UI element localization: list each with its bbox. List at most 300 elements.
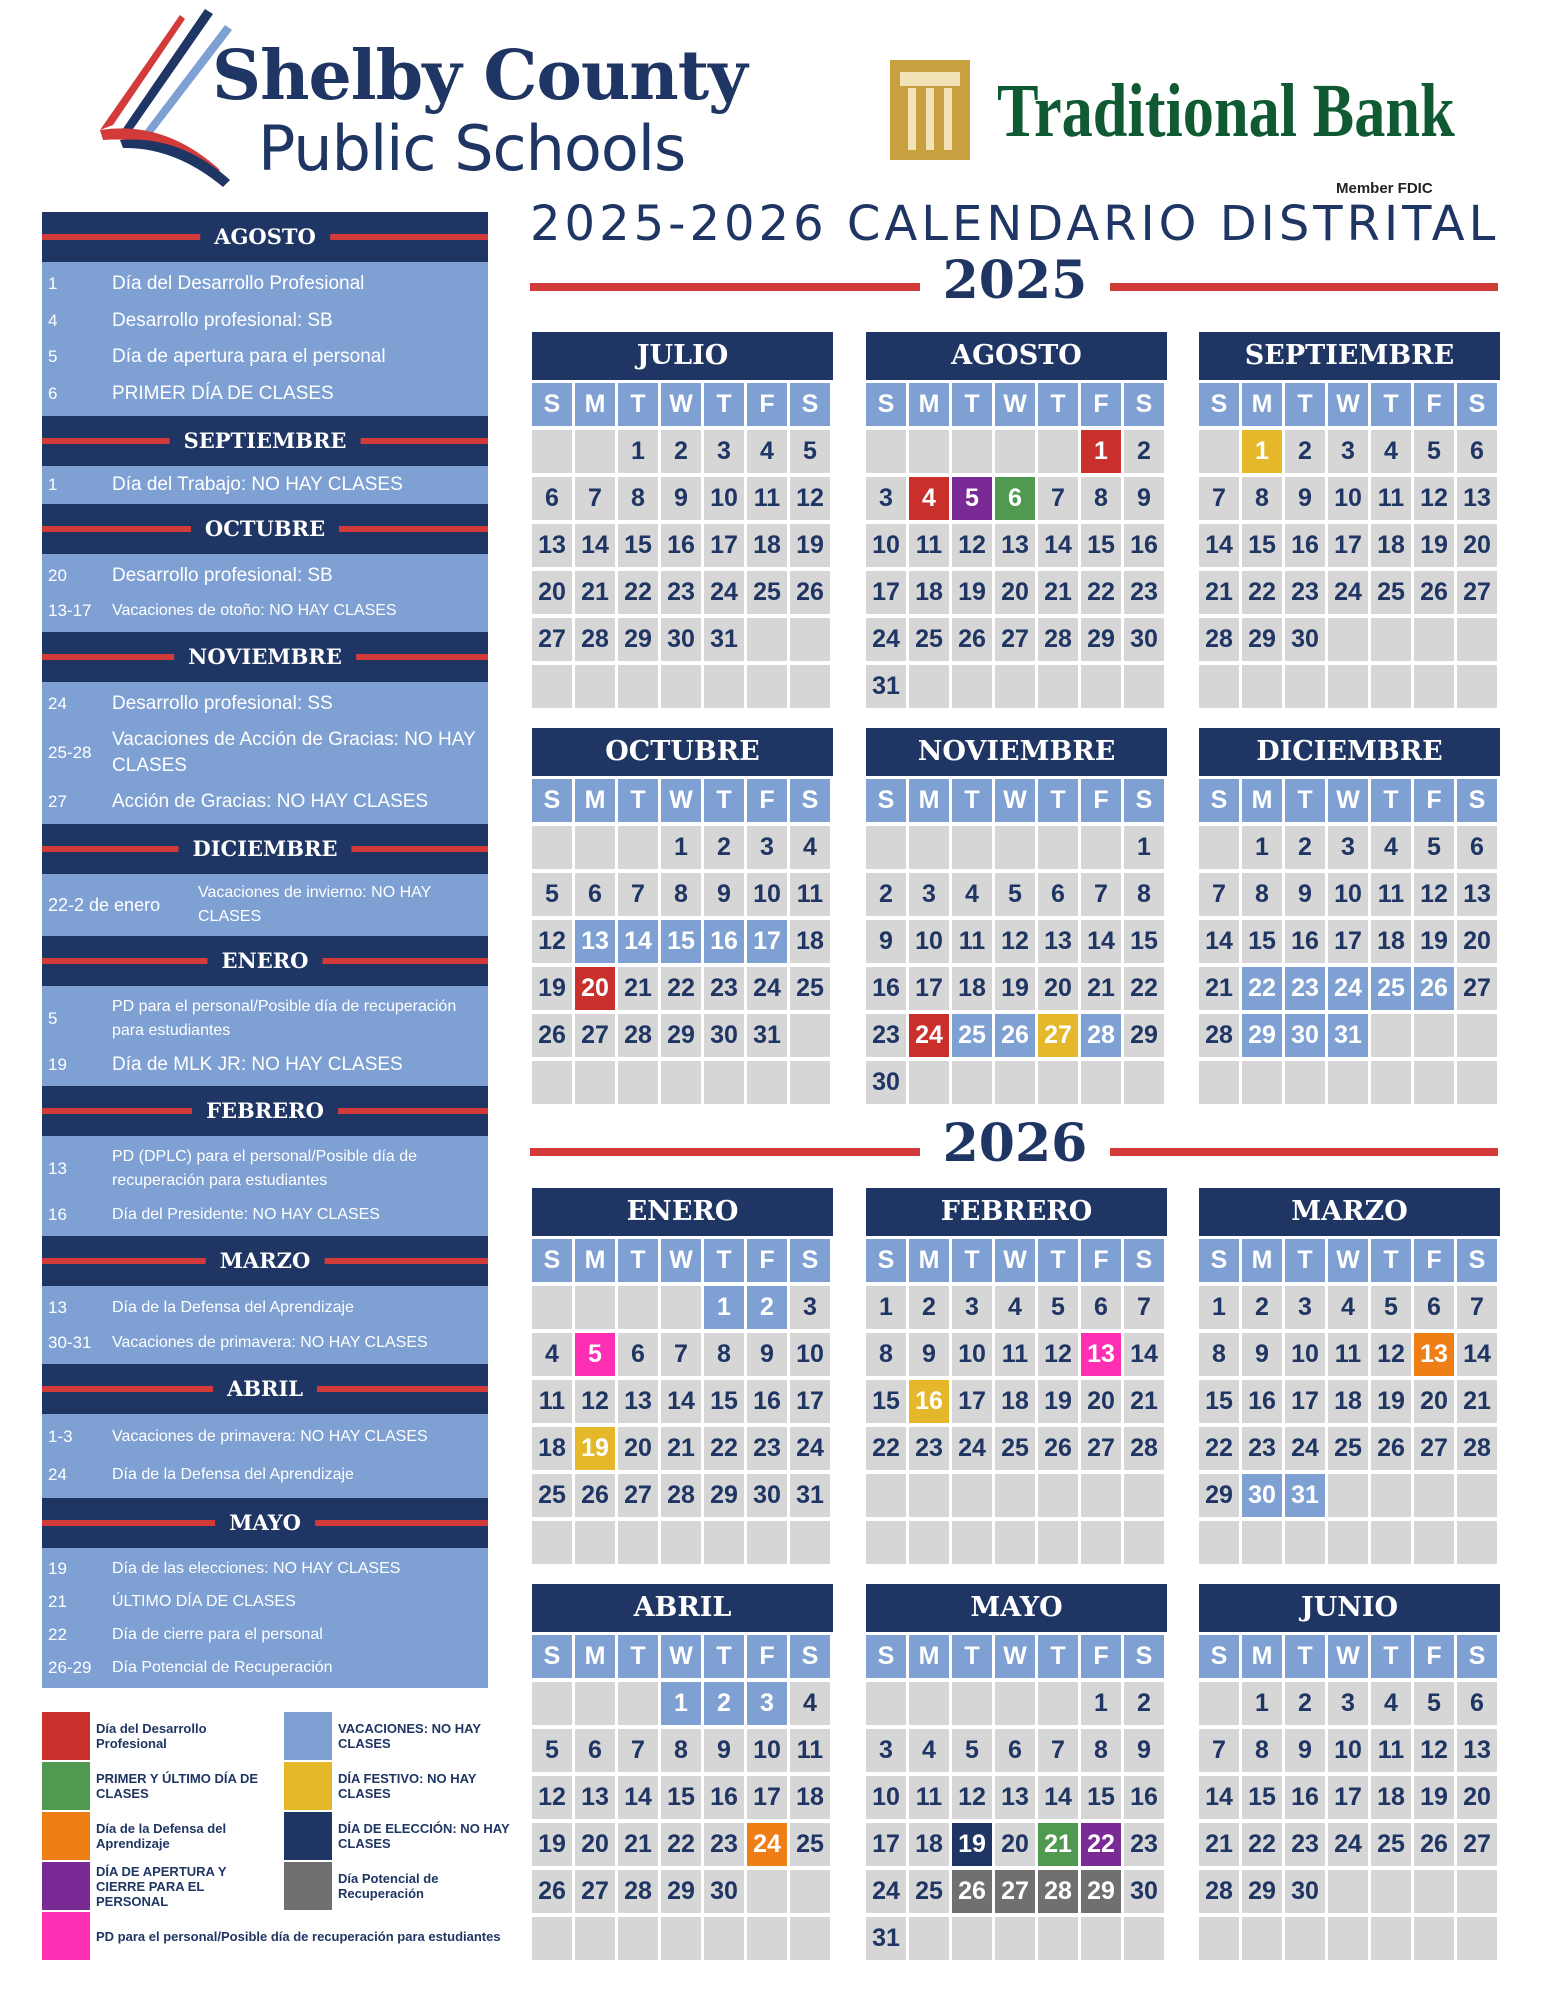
day-cell: 20 <box>1038 967 1078 1010</box>
day-cell: 2 <box>1285 1682 1325 1725</box>
day-cell: 8 <box>618 477 658 520</box>
event-text: Día de la Defensa del Aprendizaje <box>112 1298 354 1316</box>
empty-cell <box>790 1521 830 1564</box>
day-cell: 25 <box>747 571 787 614</box>
day-cell: 18 <box>909 1823 949 1866</box>
day-cell: 11 <box>1371 477 1411 520</box>
empty-cell <box>1081 1521 1121 1564</box>
empty-cell <box>1371 1014 1411 1057</box>
empty-cell <box>952 1061 992 1104</box>
day-cell: 2 <box>661 430 701 473</box>
empty-cell <box>1124 1917 1164 1960</box>
day-cell: 21 <box>1199 1823 1239 1866</box>
day-cell: 6 <box>575 873 615 916</box>
weekday-header: S <box>866 1239 906 1282</box>
empty-cell <box>747 1917 787 1960</box>
event-item <box>42 1656 488 1680</box>
empty-cell <box>1038 1521 1078 1564</box>
event-date: 1 <box>48 475 58 494</box>
day-cell: 20 <box>995 1823 1035 1866</box>
day-cell: 15 <box>1242 524 1282 567</box>
legend-item <box>42 1812 272 1860</box>
event-item <box>42 1052 488 1078</box>
year-divider-left <box>530 283 920 291</box>
empty-cell <box>532 1061 572 1104</box>
day-cell: 5 <box>1038 1286 1078 1329</box>
event-date: 19 <box>48 1054 67 1074</box>
day-cell: 28 <box>1124 1427 1164 1470</box>
legend-label: PRIMER Y ÚLTIMO DÍA DE CLASES <box>96 1771 259 1801</box>
legend-swatch <box>42 1812 90 1860</box>
weekday-header: T <box>1371 779 1411 822</box>
day-cell: 29 <box>1242 618 1282 661</box>
day-cell: 2 <box>1285 826 1325 869</box>
weekday-header: T <box>704 779 744 822</box>
day-cell: 2 <box>1124 430 1164 473</box>
event-list <box>42 986 488 1086</box>
weekday-header: S <box>866 383 906 426</box>
event-text: Día de la Defensa del Aprendizaje <box>112 1466 354 1483</box>
empty-cell <box>1038 1061 1078 1104</box>
day-cell: 1 <box>704 1286 744 1329</box>
weekday-header: M <box>909 1239 949 1282</box>
weekday-header: S <box>1124 383 1164 426</box>
day-cell: 26 <box>790 571 830 614</box>
day-cell: 14 <box>1081 920 1121 963</box>
day-cell: 17 <box>1328 524 1368 567</box>
day-cell: 7 <box>1124 1286 1164 1329</box>
empty-cell <box>1038 430 1078 473</box>
empty-cell <box>952 826 992 869</box>
day-cell: 6 <box>1038 873 1078 916</box>
day-cell: 27 <box>995 618 1035 661</box>
day-cell: 10 <box>1328 1729 1368 1772</box>
empty-cell <box>995 1061 1035 1104</box>
event-list <box>42 262 488 416</box>
month-grid <box>866 1239 1167 1564</box>
weekday-header: T <box>1371 383 1411 426</box>
event-item <box>42 789 488 815</box>
year-2026-label: 2026 <box>942 1113 1088 1174</box>
empty-cell <box>1285 665 1325 708</box>
weekday-header: S <box>790 1635 830 1678</box>
month-title: MARZO <box>1199 1188 1500 1236</box>
day-cell: 17 <box>952 1380 992 1423</box>
day-cell: 2 <box>1242 1286 1282 1329</box>
month-calendar <box>1199 1584 1500 1960</box>
legend-item <box>284 1812 514 1860</box>
month-title: JUNIO <box>1199 1584 1500 1632</box>
event-text: Día de apertura para el personal <box>112 346 386 368</box>
empty-cell <box>661 665 701 708</box>
day-cell: 23 <box>661 571 701 614</box>
event-date: 22 <box>48 1624 67 1644</box>
weekday-header: M <box>1242 1635 1282 1678</box>
day-cell: 21 <box>618 1823 658 1866</box>
day-cell: 22 <box>1242 1823 1282 1866</box>
day-cell: 10 <box>1285 1333 1325 1376</box>
day-cell: 6 <box>995 1729 1035 1772</box>
event-item <box>42 1145 488 1193</box>
legend-item <box>284 1712 514 1760</box>
empty-cell <box>1199 826 1239 869</box>
day-cell: 15 <box>1242 1776 1282 1819</box>
day-cell: 27 <box>1414 1427 1454 1470</box>
month-calendar <box>532 728 833 1104</box>
empty-cell <box>1081 826 1121 869</box>
event-list <box>42 554 488 632</box>
day-cell: 18 <box>790 1776 830 1819</box>
event-item <box>42 344 488 370</box>
empty-cell <box>575 430 615 473</box>
empty-cell <box>1457 1061 1497 1104</box>
event-month-label: ENERO <box>208 944 323 978</box>
weekday-header: T <box>952 1635 992 1678</box>
day-cell: 4 <box>952 873 992 916</box>
weekday-header: W <box>661 779 701 822</box>
day-cell: 26 <box>575 1474 615 1517</box>
day-cell: 17 <box>909 967 949 1010</box>
day-cell: 12 <box>995 920 1035 963</box>
day-cell: 9 <box>1124 477 1164 520</box>
day-cell: 17 <box>866 571 906 614</box>
event-item <box>42 727 488 779</box>
empty-cell <box>747 1521 787 1564</box>
legend-swatch <box>284 1812 332 1860</box>
day-cell: 16 <box>747 1380 787 1423</box>
event-list <box>42 1548 488 1688</box>
empty-cell <box>995 826 1035 869</box>
day-cell: 14 <box>1038 524 1078 567</box>
empty-cell <box>1371 665 1411 708</box>
empty-cell <box>1371 1521 1411 1564</box>
empty-cell <box>1242 665 1282 708</box>
day-cell: 3 <box>747 1682 787 1725</box>
legend-label: VACACIONES: NO HAY CLASES <box>338 1721 481 1751</box>
day-cell: 19 <box>952 571 992 614</box>
day-cell: 21 <box>1457 1380 1497 1423</box>
day-cell: 22 <box>1242 967 1282 1010</box>
legend-swatch <box>42 1862 90 1910</box>
event-date: 21 <box>48 1591 67 1611</box>
day-cell: 20 <box>1457 920 1497 963</box>
weekday-header: M <box>575 1635 615 1678</box>
day-cell: 5 <box>1414 826 1454 869</box>
empty-cell <box>1038 826 1078 869</box>
event-date: 16 <box>48 1205 67 1224</box>
legend-swatch <box>284 1712 332 1760</box>
day-cell: 12 <box>1371 1333 1411 1376</box>
day-cell: 16 <box>704 920 744 963</box>
empty-cell <box>1285 1521 1325 1564</box>
day-cell: 10 <box>790 1333 830 1376</box>
day-cell: 22 <box>704 1427 744 1470</box>
day-cell: 25 <box>909 618 949 661</box>
weekday-header: S <box>1457 1239 1497 1282</box>
event-list <box>42 874 488 936</box>
day-cell: 2 <box>704 826 744 869</box>
weekday-header: W <box>1328 1635 1368 1678</box>
day-cell: 25 <box>952 1014 992 1057</box>
day-cell: 20 <box>1457 1776 1497 1819</box>
empty-cell <box>1328 1474 1368 1517</box>
empty-cell <box>1199 1061 1239 1104</box>
month-title: FEBRERO <box>866 1188 1167 1236</box>
empty-cell <box>1414 1061 1454 1104</box>
weekday-header: T <box>1371 1635 1411 1678</box>
day-cell: 20 <box>995 571 1035 614</box>
event-date: 6 <box>48 383 58 403</box>
weekday-header: M <box>909 1635 949 1678</box>
day-cell: 7 <box>1081 873 1121 916</box>
year-divider-right <box>1110 1148 1498 1156</box>
empty-cell <box>575 665 615 708</box>
day-cell: 19 <box>952 1823 992 1866</box>
empty-cell <box>1414 618 1454 661</box>
school-name-line1: Shelby County <box>212 36 747 116</box>
empty-cell <box>747 1061 787 1104</box>
empty-cell <box>866 430 906 473</box>
day-cell: 5 <box>1414 430 1454 473</box>
day-cell: 3 <box>952 1286 992 1329</box>
weekday-header: S <box>1457 779 1497 822</box>
day-cell: 16 <box>1242 1380 1282 1423</box>
day-cell: 6 <box>1457 1682 1497 1725</box>
weekday-header: S <box>532 383 572 426</box>
month-title: ENERO <box>532 1188 833 1236</box>
day-cell: 17 <box>747 1776 787 1819</box>
weekday-header: S <box>790 383 830 426</box>
day-cell: 9 <box>704 1729 744 1772</box>
day-cell: 6 <box>1457 826 1497 869</box>
empty-cell <box>747 1870 787 1913</box>
day-cell: 13 <box>1038 920 1078 963</box>
day-cell: 14 <box>1457 1333 1497 1376</box>
weekday-header: M <box>1242 1239 1282 1282</box>
weekday-header: F <box>1414 383 1454 426</box>
day-cell: 16 <box>1124 524 1164 567</box>
day-cell: 13 <box>1081 1333 1121 1376</box>
event-text: Vacaciones de invierno: NO HAY CLASES <box>198 884 432 925</box>
empty-cell <box>618 1521 658 1564</box>
weekday-header: S <box>532 1239 572 1282</box>
day-cell: 27 <box>1457 571 1497 614</box>
weekday-header: T <box>618 1239 658 1282</box>
weekday-header: W <box>661 1635 701 1678</box>
weekday-header: T <box>1285 383 1325 426</box>
month-grid <box>532 779 833 1104</box>
day-cell: 6 <box>1414 1286 1454 1329</box>
day-cell: 10 <box>866 524 906 567</box>
weekday-header: T <box>1038 779 1078 822</box>
day-cell: 14 <box>1199 524 1239 567</box>
day-cell: 23 <box>1124 1823 1164 1866</box>
day-cell: 28 <box>618 1870 658 1913</box>
empty-cell <box>575 1286 615 1329</box>
day-cell: 13 <box>532 524 572 567</box>
day-cell: 15 <box>618 524 658 567</box>
empty-cell <box>790 665 830 708</box>
day-cell: 4 <box>995 1286 1035 1329</box>
year-divider-left <box>530 1148 920 1156</box>
day-cell: 4 <box>1371 430 1411 473</box>
day-cell: 22 <box>661 1823 701 1866</box>
event-text: Día del Trabajo: NO HAY CLASES <box>112 474 403 495</box>
event-date: 13-17 <box>48 601 92 620</box>
day-cell: 15 <box>704 1380 744 1423</box>
day-cell: 4 <box>747 430 787 473</box>
empty-cell <box>661 1521 701 1564</box>
weekday-header: S <box>1199 383 1239 426</box>
day-cell: 1 <box>1081 1682 1121 1725</box>
day-cell: 22 <box>866 1427 906 1470</box>
empty-cell <box>1371 1917 1411 1960</box>
weekday-header: S <box>1199 1635 1239 1678</box>
event-month-header <box>42 632 488 682</box>
event-date: 25-28 <box>48 743 92 762</box>
day-cell: 29 <box>661 1014 701 1057</box>
day-cell: 7 <box>1199 477 1239 520</box>
legend-item <box>284 1862 514 1910</box>
day-cell: 10 <box>866 1776 906 1819</box>
event-month-header <box>42 936 488 986</box>
day-cell: 13 <box>995 1776 1035 1819</box>
legend <box>42 1712 522 1952</box>
month-title: MAYO <box>866 1584 1167 1632</box>
legend-item <box>42 1712 272 1760</box>
empty-cell <box>1328 1917 1368 1960</box>
day-cell: 25 <box>1328 1427 1368 1470</box>
empty-cell <box>1457 618 1497 661</box>
day-cell: 21 <box>1199 571 1239 614</box>
day-cell: 14 <box>1199 1776 1239 1819</box>
event-month-header <box>42 1364 488 1414</box>
day-cell: 4 <box>790 826 830 869</box>
day-cell: 23 <box>747 1427 787 1470</box>
weekday-header: F <box>1414 1635 1454 1678</box>
event-date: 19 <box>48 1558 67 1578</box>
day-cell: 8 <box>1081 477 1121 520</box>
day-cell: 3 <box>1285 1286 1325 1329</box>
empty-cell <box>1242 1917 1282 1960</box>
day-cell: 24 <box>1328 571 1368 614</box>
weekday-header: S <box>1124 1239 1164 1282</box>
month-calendar <box>866 332 1167 708</box>
day-cell: 26 <box>532 1014 572 1057</box>
day-cell: 27 <box>532 618 572 661</box>
empty-cell <box>1371 618 1411 661</box>
weekday-header: T <box>952 383 992 426</box>
day-cell: 30 <box>661 618 701 661</box>
day-cell: 31 <box>790 1474 830 1517</box>
event-month-label: NOVIEMBRE <box>174 640 356 674</box>
empty-cell <box>1081 1061 1121 1104</box>
weekday-header: T <box>1038 383 1078 426</box>
day-cell: 13 <box>575 1776 615 1819</box>
empty-cell <box>1242 1521 1282 1564</box>
month-grid <box>866 383 1167 708</box>
day-cell: 27 <box>1457 967 1497 1010</box>
event-text: ÚLTIMO DÍA DE CLASES <box>112 1592 296 1610</box>
empty-cell <box>1081 665 1121 708</box>
day-cell: 20 <box>618 1427 658 1470</box>
event-month-label: FEBRERO <box>192 1094 338 1128</box>
day-cell: 1 <box>1242 1682 1282 1725</box>
day-cell: 4 <box>790 1682 830 1725</box>
empty-cell <box>866 1521 906 1564</box>
day-cell: 26 <box>952 1870 992 1913</box>
event-date: 24 <box>48 694 67 713</box>
day-cell: 6 <box>575 1729 615 1772</box>
empty-cell <box>790 1917 830 1960</box>
weekday-header: W <box>1328 779 1368 822</box>
event-text: Desarrollo profesional: SS <box>112 693 333 714</box>
day-cell: 28 <box>1081 1014 1121 1057</box>
empty-cell <box>1328 1870 1368 1913</box>
event-month-label: OCTUBRE <box>191 512 339 546</box>
day-cell: 15 <box>1081 1776 1121 1819</box>
event-date: 5 <box>48 347 58 367</box>
empty-cell <box>532 665 572 708</box>
event-item <box>42 1331 488 1355</box>
event-item <box>42 599 488 623</box>
day-cell: 29 <box>1242 1014 1282 1057</box>
weekday-header: T <box>704 383 744 426</box>
month-title: SEPTIEMBRE <box>1199 332 1500 380</box>
day-cell: 29 <box>1199 1474 1239 1517</box>
day-cell: 26 <box>1371 1427 1411 1470</box>
day-cell: 6 <box>995 477 1035 520</box>
weekday-header: F <box>1414 779 1454 822</box>
empty-cell <box>532 826 572 869</box>
event-date: 20 <box>48 566 67 585</box>
weekday-header: F <box>747 1635 787 1678</box>
weekday-header: W <box>995 383 1035 426</box>
month-grid <box>1199 1635 1500 1960</box>
day-cell: 8 <box>1242 477 1282 520</box>
empty-cell <box>995 665 1035 708</box>
day-cell: 21 <box>575 571 615 614</box>
empty-cell <box>1038 1474 1078 1517</box>
day-cell: 11 <box>1328 1333 1368 1376</box>
day-cell: 29 <box>661 1870 701 1913</box>
event-item <box>42 691 488 717</box>
day-cell: 30 <box>1124 618 1164 661</box>
day-cell: 14 <box>575 524 615 567</box>
empty-cell <box>790 1014 830 1057</box>
empty-cell <box>995 1474 1035 1517</box>
weekday-header: T <box>1285 779 1325 822</box>
day-cell: 22 <box>1081 571 1121 614</box>
legend-item <box>42 1762 272 1810</box>
day-cell: 23 <box>1124 571 1164 614</box>
year-2025-label: 2025 <box>942 250 1088 311</box>
weekday-header: T <box>952 779 992 822</box>
event-item <box>42 881 488 929</box>
day-cell: 20 <box>532 571 572 614</box>
day-cell: 22 <box>1124 967 1164 1010</box>
empty-cell <box>704 1061 744 1104</box>
day-cell: 16 <box>704 1776 744 1819</box>
day-cell: 16 <box>1285 1776 1325 1819</box>
day-cell: 9 <box>1285 873 1325 916</box>
day-cell: 23 <box>704 967 744 1010</box>
legend-swatch <box>284 1862 332 1910</box>
empty-cell <box>1124 1521 1164 1564</box>
day-cell: 6 <box>1457 430 1497 473</box>
weekday-header: F <box>1081 779 1121 822</box>
empty-cell <box>790 618 830 661</box>
